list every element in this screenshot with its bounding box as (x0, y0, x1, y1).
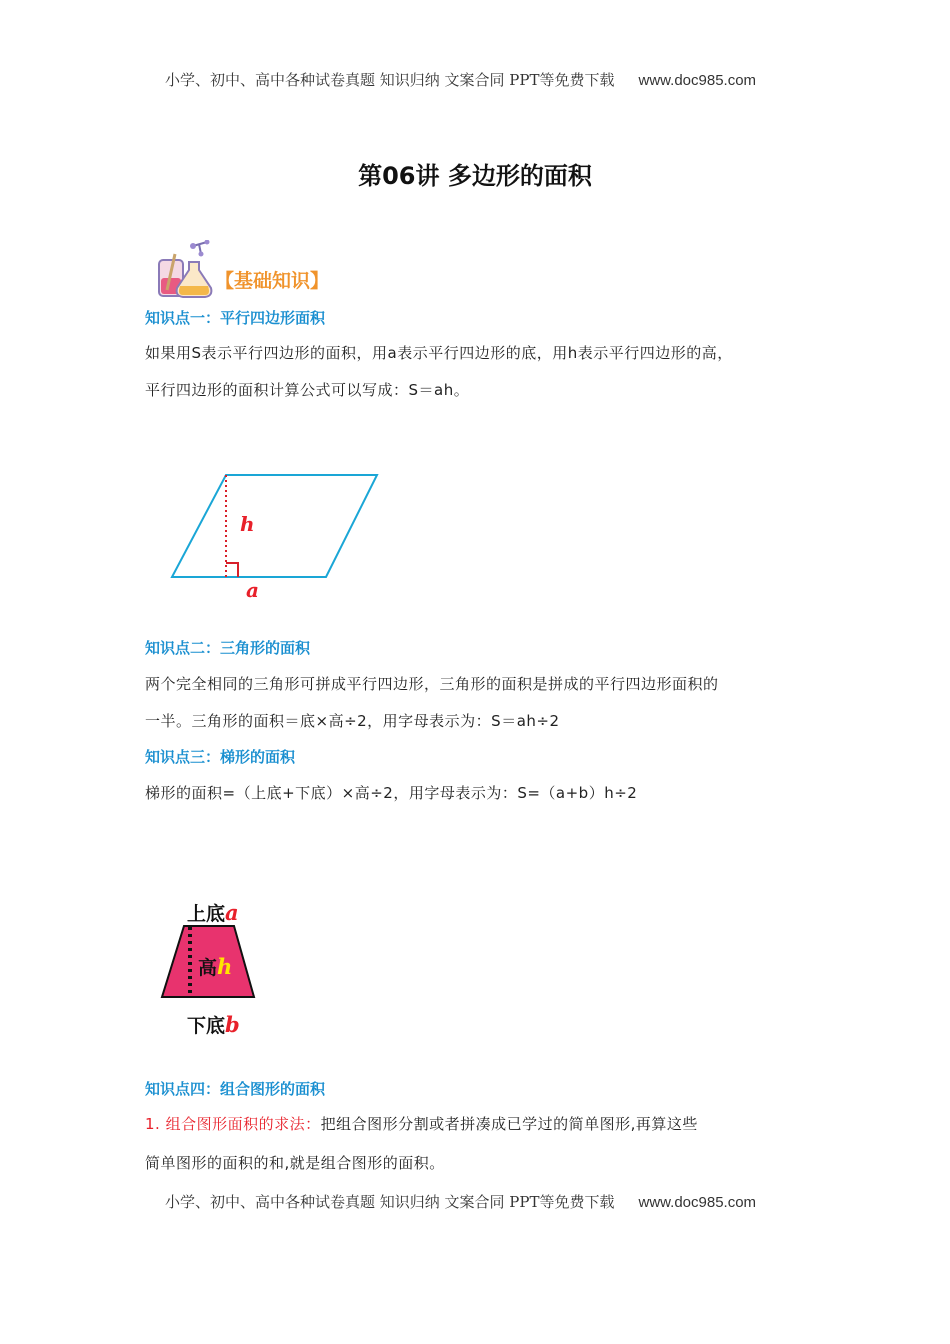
trapezoid-height-label (198, 953, 232, 980)
trapezoid-top-label (187, 899, 239, 926)
kp2-heading: 知识点二：三角形的面积 (145, 639, 311, 657)
header-text: 小学、初中、高中各种试卷真题 知识归纳 文案合同 PPT等免费下载 (165, 71, 615, 89)
kp2-line2: 一半。三角形的面积＝底×高÷2，用字母表示为：S＝ah÷2 (145, 712, 560, 730)
bottom-label-text: 下底 (187, 1015, 226, 1037)
kp4-item-line1 (145, 1113, 698, 1134)
kp1-line2: 平行四边形的面积计算公式可以写成：S＝ah。 (145, 381, 470, 399)
page-header (165, 69, 756, 90)
page-footer (165, 1191, 756, 1212)
footer-site: www.doc985.com (638, 1194, 757, 1211)
kp1-line1: 如果用S表示平行四边形的面积，用a表示平行四边形的底，用h表示平行四边形的高， (145, 344, 733, 362)
flask-icon (155, 240, 217, 300)
kp3-line1: 梯形的面积=（上底+下底）×高÷2，用字母表示为：S=（a+b）h÷2 (145, 784, 638, 802)
kp4-item-line2: 简单图形的面积的和,就是组合图形的面积。 (145, 1154, 445, 1172)
top-label-text: 上底 (187, 903, 226, 925)
top-letter: a (225, 900, 239, 925)
parallelogram-figure (160, 465, 390, 605)
parallelogram-h-label: h (240, 512, 255, 536)
height-label-text: 高 (198, 957, 218, 979)
page-title: 第06讲 多边形的面积 (358, 162, 592, 190)
section-label: 【基础知识】 (215, 270, 330, 292)
kp4-item-text1: 把组合图形分割或者拼凑成已学过的简单图形,再算这些 (320, 1115, 698, 1133)
kp1-heading: 知识点一：平行四边形面积 (145, 309, 326, 327)
kp3-heading: 知识点三：梯形的面积 (145, 748, 296, 766)
trapezoid-bottom-label (187, 1011, 240, 1038)
kp4-item-prefix: 1. 组合图形面积的求法： (145, 1115, 321, 1133)
header-site: www.doc985.com (638, 72, 757, 89)
height-letter: h (217, 954, 233, 979)
kp4-heading: 知识点四：组合图形的面积 (145, 1080, 326, 1098)
bottom-letter: b (225, 1012, 240, 1037)
kp2-line1: 两个完全相同的三角形可拼成平行四边形，三角形的面积是拼成的平行四边形面积的 (145, 675, 719, 693)
footer-text: 小学、初中、高中各种试卷真题 知识归纳 文案合同 PPT等免费下载 (165, 1193, 615, 1211)
parallelogram-a-label: a (246, 578, 259, 602)
